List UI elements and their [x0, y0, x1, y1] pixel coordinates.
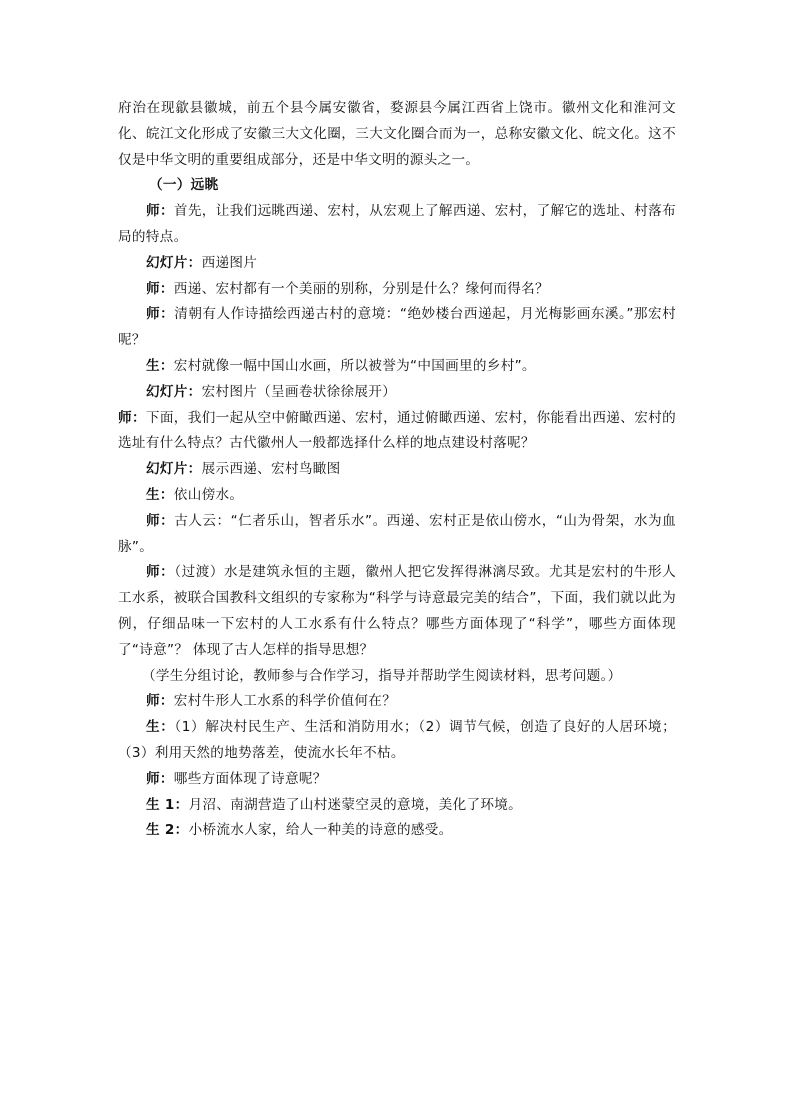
- dialogue-text: 下面，我们一起从空中俯瞰西递、宏村，通过俯瞰西递、宏村，你能看出西递、宏村的选址有什么特点？古代徽州人一般都选择什么样的地点建设村落呢？: [118, 409, 676, 452]
- dialogue-text: 宏村牛形人工水系的科学价值何在？: [173, 693, 397, 710]
- dialogue-text: 古人云：“仁者乐山，智者乐水”。西递、宏村正是依山傍水，“山为骨架，水为血脉”。: [118, 512, 676, 555]
- dialogue-line: [118, 199, 676, 251]
- speaker-label: 生：: [146, 357, 174, 374]
- speaker-label: 生：: [146, 719, 175, 736]
- paragraph-intro: [118, 96, 676, 173]
- speaker-label: 师：: [146, 306, 175, 323]
- dialogue-text: 西递图片: [201, 254, 258, 271]
- speaker-label: 师：: [146, 512, 175, 529]
- dialogue-line: [118, 483, 676, 509]
- speaker-label: 师：: [146, 770, 174, 787]
- dialogue-line: [118, 354, 676, 380]
- dialogue-text: 宏村图片（呈画卷状徐徐展开）: [201, 383, 397, 400]
- dialogue-text: （过渡）水是建筑永恒的主题，徽州人把它发挥得淋漓尽致。尤其是宏村的牛形人工水系，被联合国教科文组织的专家称为“科学与诗意最完美的结合”，下面，我们就以此为例，仔细品味一下宏村的人工水系有什么特点？哪些方面体现了“科学”，哪些方面体现了“诗意”？ 体现了古人怎样的指导思想？: [118, 564, 676, 658]
- dialogue-line: [118, 380, 676, 406]
- dialogue-line: [118, 457, 676, 483]
- section-heading-text: （一）远眺: [149, 177, 219, 194]
- dialogue-line: [118, 818, 676, 844]
- dialogue-line: [118, 715, 676, 767]
- speaker-label: 师：: [146, 564, 175, 581]
- dialogue-text: 月沼、南湖营造了山村迷蒙空灵的意境，美化了环境。: [188, 796, 523, 813]
- dialogue-line: [118, 509, 676, 561]
- dialogue-text: 哪些方面体现了诗意呢？: [173, 770, 327, 787]
- activity-note: [118, 664, 676, 690]
- speaker-label: 幻灯片：: [146, 383, 202, 400]
- dialogue-line: [118, 767, 676, 793]
- speaker-label: 师：: [146, 203, 174, 220]
- speaker-label: 幻灯片：: [146, 461, 202, 478]
- speaker-label: 师：: [146, 693, 174, 710]
- dialogue-line: [118, 406, 676, 458]
- dialogue-line: [118, 689, 676, 715]
- dialogue-line: [118, 277, 676, 303]
- dialogue-text: 清朝有人作诗描绘西递古村的意境：“绝妙楼台西递起，月光梅影画东溪。”那宏村呢？: [118, 306, 676, 349]
- speaker-label: 生：: [146, 486, 174, 503]
- activity-note-text: （学生分组讨论，教师参与合作学习，指导并帮助学生阅读材料，思考问题。）: [142, 667, 622, 684]
- speaker-label: 生 2：: [146, 822, 189, 839]
- dialogue-text: 宏村就像一幅中国山水画，所以被誉为“中国画里的乡村”。: [173, 357, 536, 374]
- paragraph-text: 府治在现歙县徽城，前五个县今属安徽省，婺源县今属江西省上饶市。徽州文化和淮河文化、皖江文化形成了安徽三大文化圈，三大文化圈合而为一，总称安徽文化、皖文化。这不仅是中华文明的重要组成部分，还是中华文明的源头之一。: [118, 100, 676, 168]
- dialogue-text: （1）解决村民生产、生活和消防用水；（2）调节气候，创造了良好的人居环境；（3）利用天然的地势落差，使流水长年不枯。: [118, 719, 676, 761]
- speaker-label: 幻灯片：: [146, 254, 202, 271]
- speaker-label: 师：: [118, 409, 146, 426]
- dialogue-line: [118, 560, 676, 663]
- dialogue-line: [118, 302, 676, 354]
- dialogue-text: 小桥流水人家，给人一种美的诗意的感受。: [188, 822, 453, 839]
- dialogue-text: 首先，让我们远眺西递、宏村，从宏观上了解西递、宏村，了解它的选址、村落布局的特点。: [118, 203, 676, 245]
- section-heading: [118, 173, 676, 199]
- dialogue-text: 展示西递、宏村鸟瞰图: [201, 461, 341, 478]
- document-body: [118, 96, 676, 844]
- dialogue-text: 依山傍水。: [173, 486, 244, 503]
- dialogue-text: 西递、宏村都有一个美丽的别称，分别是什么？缘何而得名？: [173, 280, 549, 297]
- dialogue-line: [118, 251, 676, 277]
- speaker-label: 师：: [146, 280, 174, 297]
- dialogue-line: [118, 793, 676, 819]
- speaker-label: 生 1：: [146, 796, 189, 813]
